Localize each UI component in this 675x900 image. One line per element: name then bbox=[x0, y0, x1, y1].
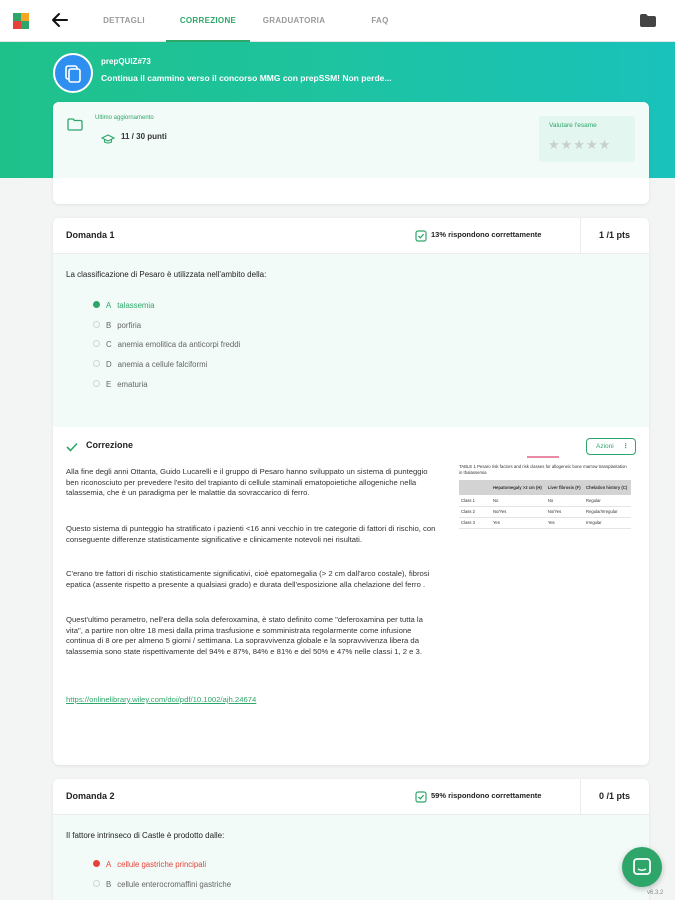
back-arrow-icon[interactable] bbox=[50, 10, 70, 30]
answer-option: B cellule enterocromaffini gastriche bbox=[93, 880, 231, 892]
app-logo[interactable] bbox=[13, 13, 29, 29]
question-number: Domanda 1 bbox=[66, 230, 115, 240]
rating-stars[interactable]: ★★★★★ bbox=[548, 137, 612, 152]
tab-dettagli[interactable]: DETTAGLI bbox=[103, 16, 145, 25]
correct-rate: 59% rispondono correttamente bbox=[431, 791, 542, 800]
summary-card bbox=[53, 102, 649, 204]
question-body bbox=[53, 254, 649, 427]
answer-dot bbox=[93, 340, 100, 347]
score-value: 11 / 30 punti bbox=[121, 132, 167, 141]
figure-caption: TABLE 1 Pesaro risk factors and risk classes for allogeneic bone marrow transplantation in thalassemia bbox=[459, 464, 627, 475]
answer-dot bbox=[93, 380, 100, 387]
tab-correzione[interactable]: CORREZIONE bbox=[166, 0, 250, 42]
correction-title: Correzione bbox=[86, 440, 134, 450]
correct-rate: 13% rispondono correttamente bbox=[431, 230, 542, 239]
answer-dot bbox=[93, 321, 100, 328]
question-text: Il fattore intrinseco di Castle è prodotto dalle: bbox=[66, 831, 225, 840]
question-text: La classificazione di Pesaro è utilizzata nell'ambito della: bbox=[66, 270, 267, 279]
folder-icon[interactable] bbox=[640, 14, 656, 32]
answer-dot bbox=[93, 880, 100, 887]
question-points: 0 /1 pts bbox=[598, 791, 630, 801]
rate-exam-label: Valutare l'esame bbox=[549, 122, 597, 129]
quiz-avatar bbox=[53, 53, 93, 93]
chat-button[interactable] bbox=[622, 847, 662, 887]
actions-button[interactable]: Azioni ⋮ bbox=[586, 438, 636, 455]
kebab-icon: ⋮ bbox=[622, 443, 629, 450]
answer-option: C anemia emolitica da anticorpi freddi bbox=[93, 340, 240, 352]
question-points: 1 /1 pts bbox=[598, 230, 630, 240]
answer-option: E ematuria bbox=[93, 380, 148, 392]
question-card bbox=[53, 218, 649, 765]
figure-table: Hepatomegaly >2 cm (H) Liver fibrosis (F) Chelation history (C) Class 1 No No Regular Class 2 No/Yes No/Yes Regular/Irregular Class 3 Yes Yes Irregular bbox=[459, 480, 631, 529]
question-header bbox=[53, 218, 649, 254]
correction-paragraph: Alla fine degli anni Ottanta, Guido Lucarelli e il gruppo di Pesaro hanno sviluppato un sistema di punteggio ben riconosciuto per prevedere l'esito del trapianto di cellule staminali ematopoietiche allogeniche nella talassemia, che è un paradigma per le malattie da sovraccarico di ferro. bbox=[66, 467, 428, 498]
answer-dot bbox=[93, 360, 100, 367]
rating-box bbox=[539, 116, 635, 162]
top-navigation bbox=[0, 0, 675, 42]
question-body bbox=[53, 815, 649, 900]
correction-paragraph: Questo sistema di punteggio ha stratificato i pazienti <16 anni vecchio in tre categorie di fattori di rischio, con conseguente differenze statisticamente significative e clinicamente notevoli nei risultati. bbox=[66, 524, 436, 544]
answer-dot bbox=[93, 860, 100, 867]
check-badge-icon bbox=[415, 790, 427, 808]
last-update-label: Ultimo aggiornamento bbox=[95, 115, 154, 121]
chat-icon bbox=[622, 847, 662, 887]
question-header bbox=[53, 779, 649, 815]
quiz-title: Continua il cammino verso il concorso MMG con prepSSM! Non perde... bbox=[101, 73, 392, 83]
question-number: Domanda 2 bbox=[66, 791, 115, 801]
answer-option: A talassemia bbox=[93, 301, 154, 313]
app-version: v6.3.2 bbox=[647, 890, 664, 896]
pesaro-table-figure bbox=[459, 454, 631, 544]
tab-faq[interactable]: FAQ bbox=[371, 16, 389, 25]
quiz-icon bbox=[55, 55, 91, 91]
answer-option: B porfiria bbox=[93, 321, 141, 333]
question-card bbox=[53, 779, 649, 900]
tab-graduatoria[interactable]: GRADUATORIA bbox=[262, 16, 326, 25]
checkmark-icon bbox=[66, 439, 78, 457]
correction-paragraph: Quest'ultimo perametro, nell'era della sola deferoxamina, è stato definito come "deferoxamina per tutta la vita", a partire non oltre 18 mesi dalla prima trasfusione e somministrata regolarmente come infusione continua di 8 ore per almeno 5 giorni / settimana. La sopravvivenza globale e la sopravvivenza libera da talassemia sono state rispettivamente del 94% e 87%, 84% e 81% e del 50% e 47% nelle classi 1, 2 e 3. bbox=[66, 615, 423, 656]
graduation-cap-icon bbox=[101, 132, 115, 150]
reference-link[interactable]: https://onlinelibrary.wiley.com/doi/pdf/10.1002/ajh.24674 bbox=[66, 695, 257, 704]
answer-option: D anemia a cellule falciformi bbox=[93, 360, 207, 372]
answer-dot bbox=[93, 301, 100, 308]
answer-option: A cellule gastriche principali bbox=[93, 860, 206, 872]
folder-outline-icon bbox=[67, 118, 83, 136]
correction-paragraph: C'erano tre fattori di rischio statisticamente significativi, cioè epatomegalia (> 2 cm dall'arco costale), fibrosi epatica (assente rispetto a presente a qualsiasi grado) e durata dell'esposizione alla chelazione del ferro . bbox=[66, 569, 430, 589]
quiz-code: prepQUIZ#73 bbox=[101, 57, 151, 66]
check-badge-icon bbox=[415, 229, 427, 247]
